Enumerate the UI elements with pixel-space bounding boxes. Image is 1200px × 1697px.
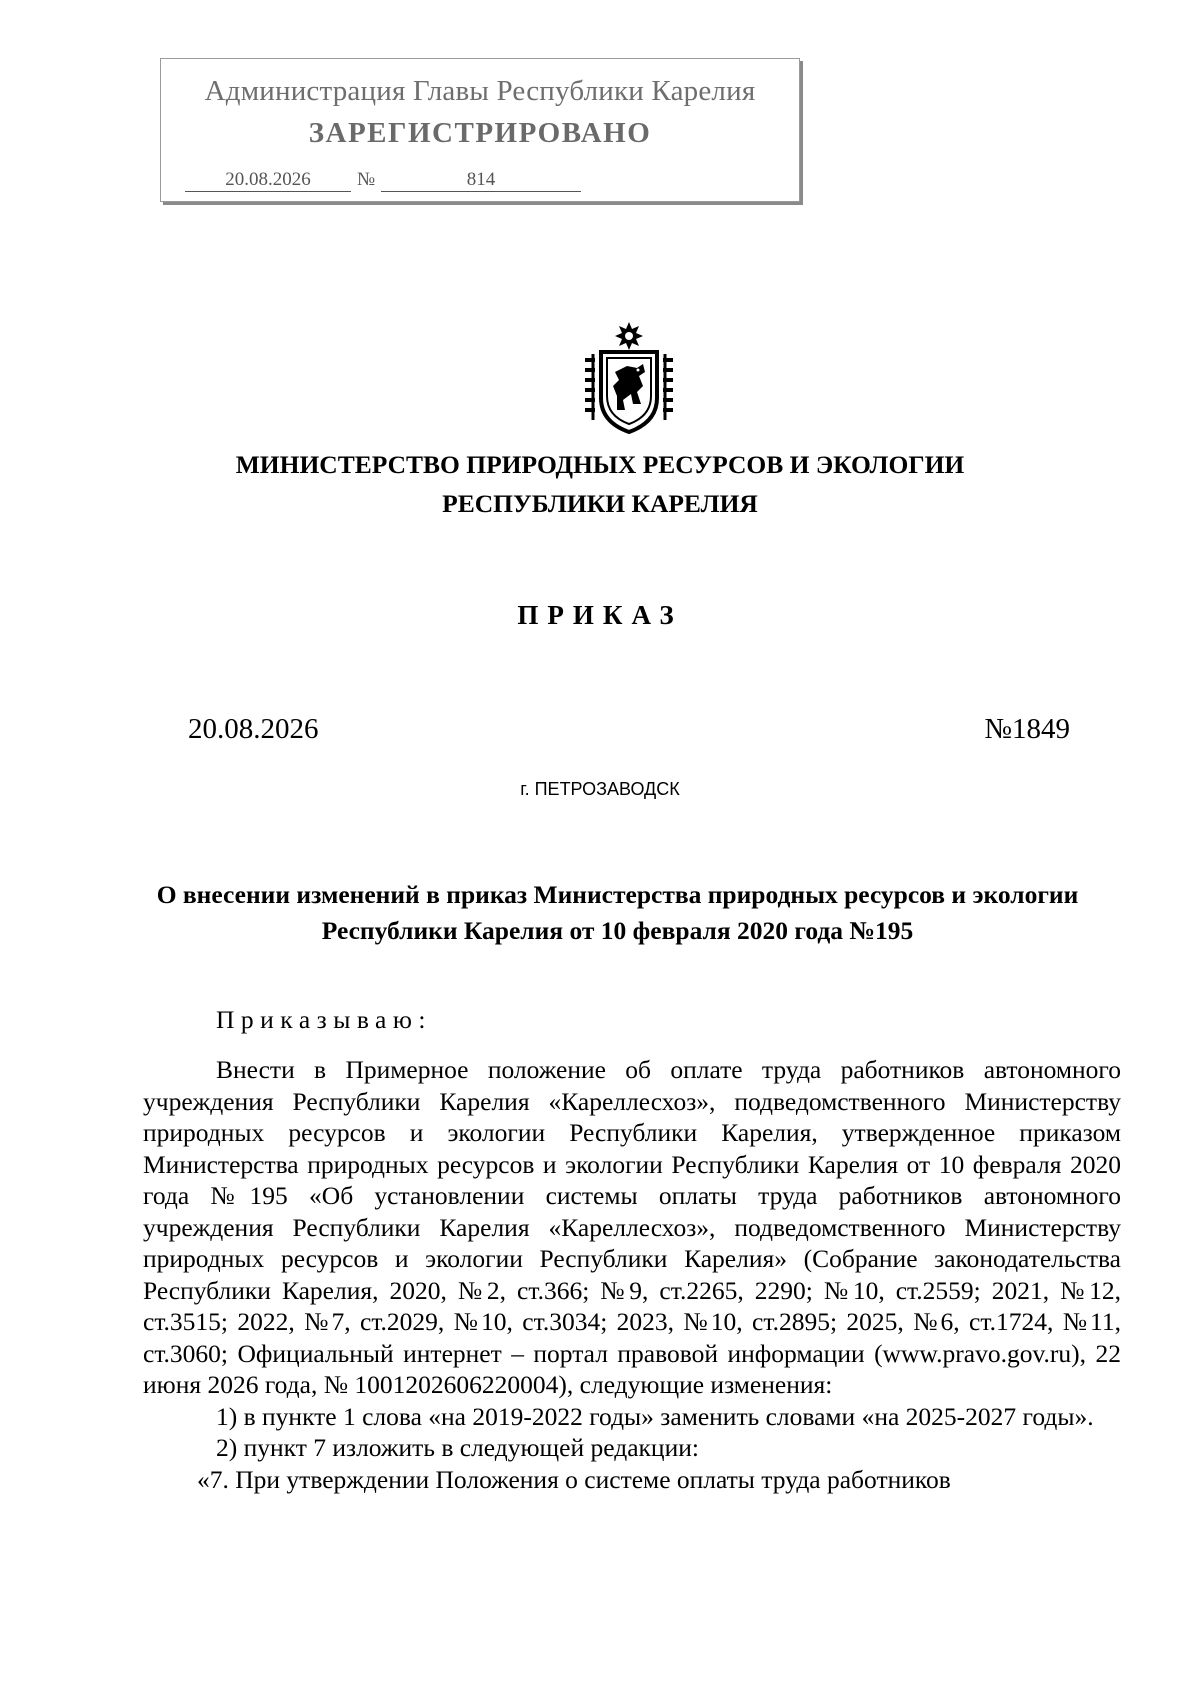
ministry-name-line-2: РЕСПУБЛИКИ КАРЕЛИЯ (442, 489, 758, 518)
stamp-number: 814 (381, 169, 581, 192)
registration-stamp (160, 58, 800, 202)
document-type: ПРИКАЗ (517, 600, 683, 630)
body-paragraph: 2) пункт 7 изложить в следующей редакции: (216, 1433, 699, 1462)
body-paragraph: Внести в Примерное положение об оплате труда работников автономного учреждения Республики Карелия «Кареллесхоз», подведомственного Министерству природных ресурсов и экологии Республики Карелия, утвержденное приказом Министерства природных ресурсов и экологии Республики Карелия от 10 февраля 2020 года №195 «Об установлении системы оплаты труда работников автономного учреждения Республики Карелия «Кареллесхоз», подведомственного Министерству природных ресурсов и экологии Республики Карелия» (Собрание законодательства Республики Карелия, 2020, №2, ст.366; №9, ст.2265, 2290; №10, ст.2559; 2021, №12, ст.3515; 2022, №7, ст.2029, №10, ст.3034; 2023, №10, ст.2895; 2025, №6, ст.1724, №11, ст.3060; Официальный интернет – портал правовой информации (www.pravo.gov.ru), 22 июня 2026 года, № 1001202606220004), следующие изменения: (143, 1055, 1121, 1399)
body-paragraph: «7. При утверждении Положения о системе оплаты труда работников (197, 1464, 951, 1494)
stamp-status: ЗАРЕГИСТРИРОВАНО (308, 117, 652, 149)
body-paragraph: 1) в пункте 1 слова «на 2019-2022 годы» заменить словами «на 2025-2027 годы». (216, 1401, 1094, 1431)
document-number: №1849 (984, 713, 1070, 745)
decree-word: Приказываю: (216, 1005, 432, 1034)
document-city: г. ПЕТРОЗАВОДСК (520, 779, 680, 799)
document-date: 20.08.2026 (188, 713, 319, 745)
stamp-number-sign: № (357, 169, 376, 190)
stamp-date: 20.08.2026 (185, 169, 351, 192)
document-subject: О внесении изменений в приказ Министерства природных ресурсов и экологии Республики Карелия от 10 февраля 2020 года №195 (156, 880, 1079, 945)
karelia-coat-of-arms-icon (581, 320, 677, 434)
ministry-name-line-1: МИНИСТЕРСТВО ПРИРОДНЫХ РЕСУРСОВ И ЭКОЛОГИИ (235, 450, 965, 479)
document-body (143, 1054, 1121, 1495)
stamp-organization: Администрация Главы Республики Карелия (204, 75, 756, 107)
